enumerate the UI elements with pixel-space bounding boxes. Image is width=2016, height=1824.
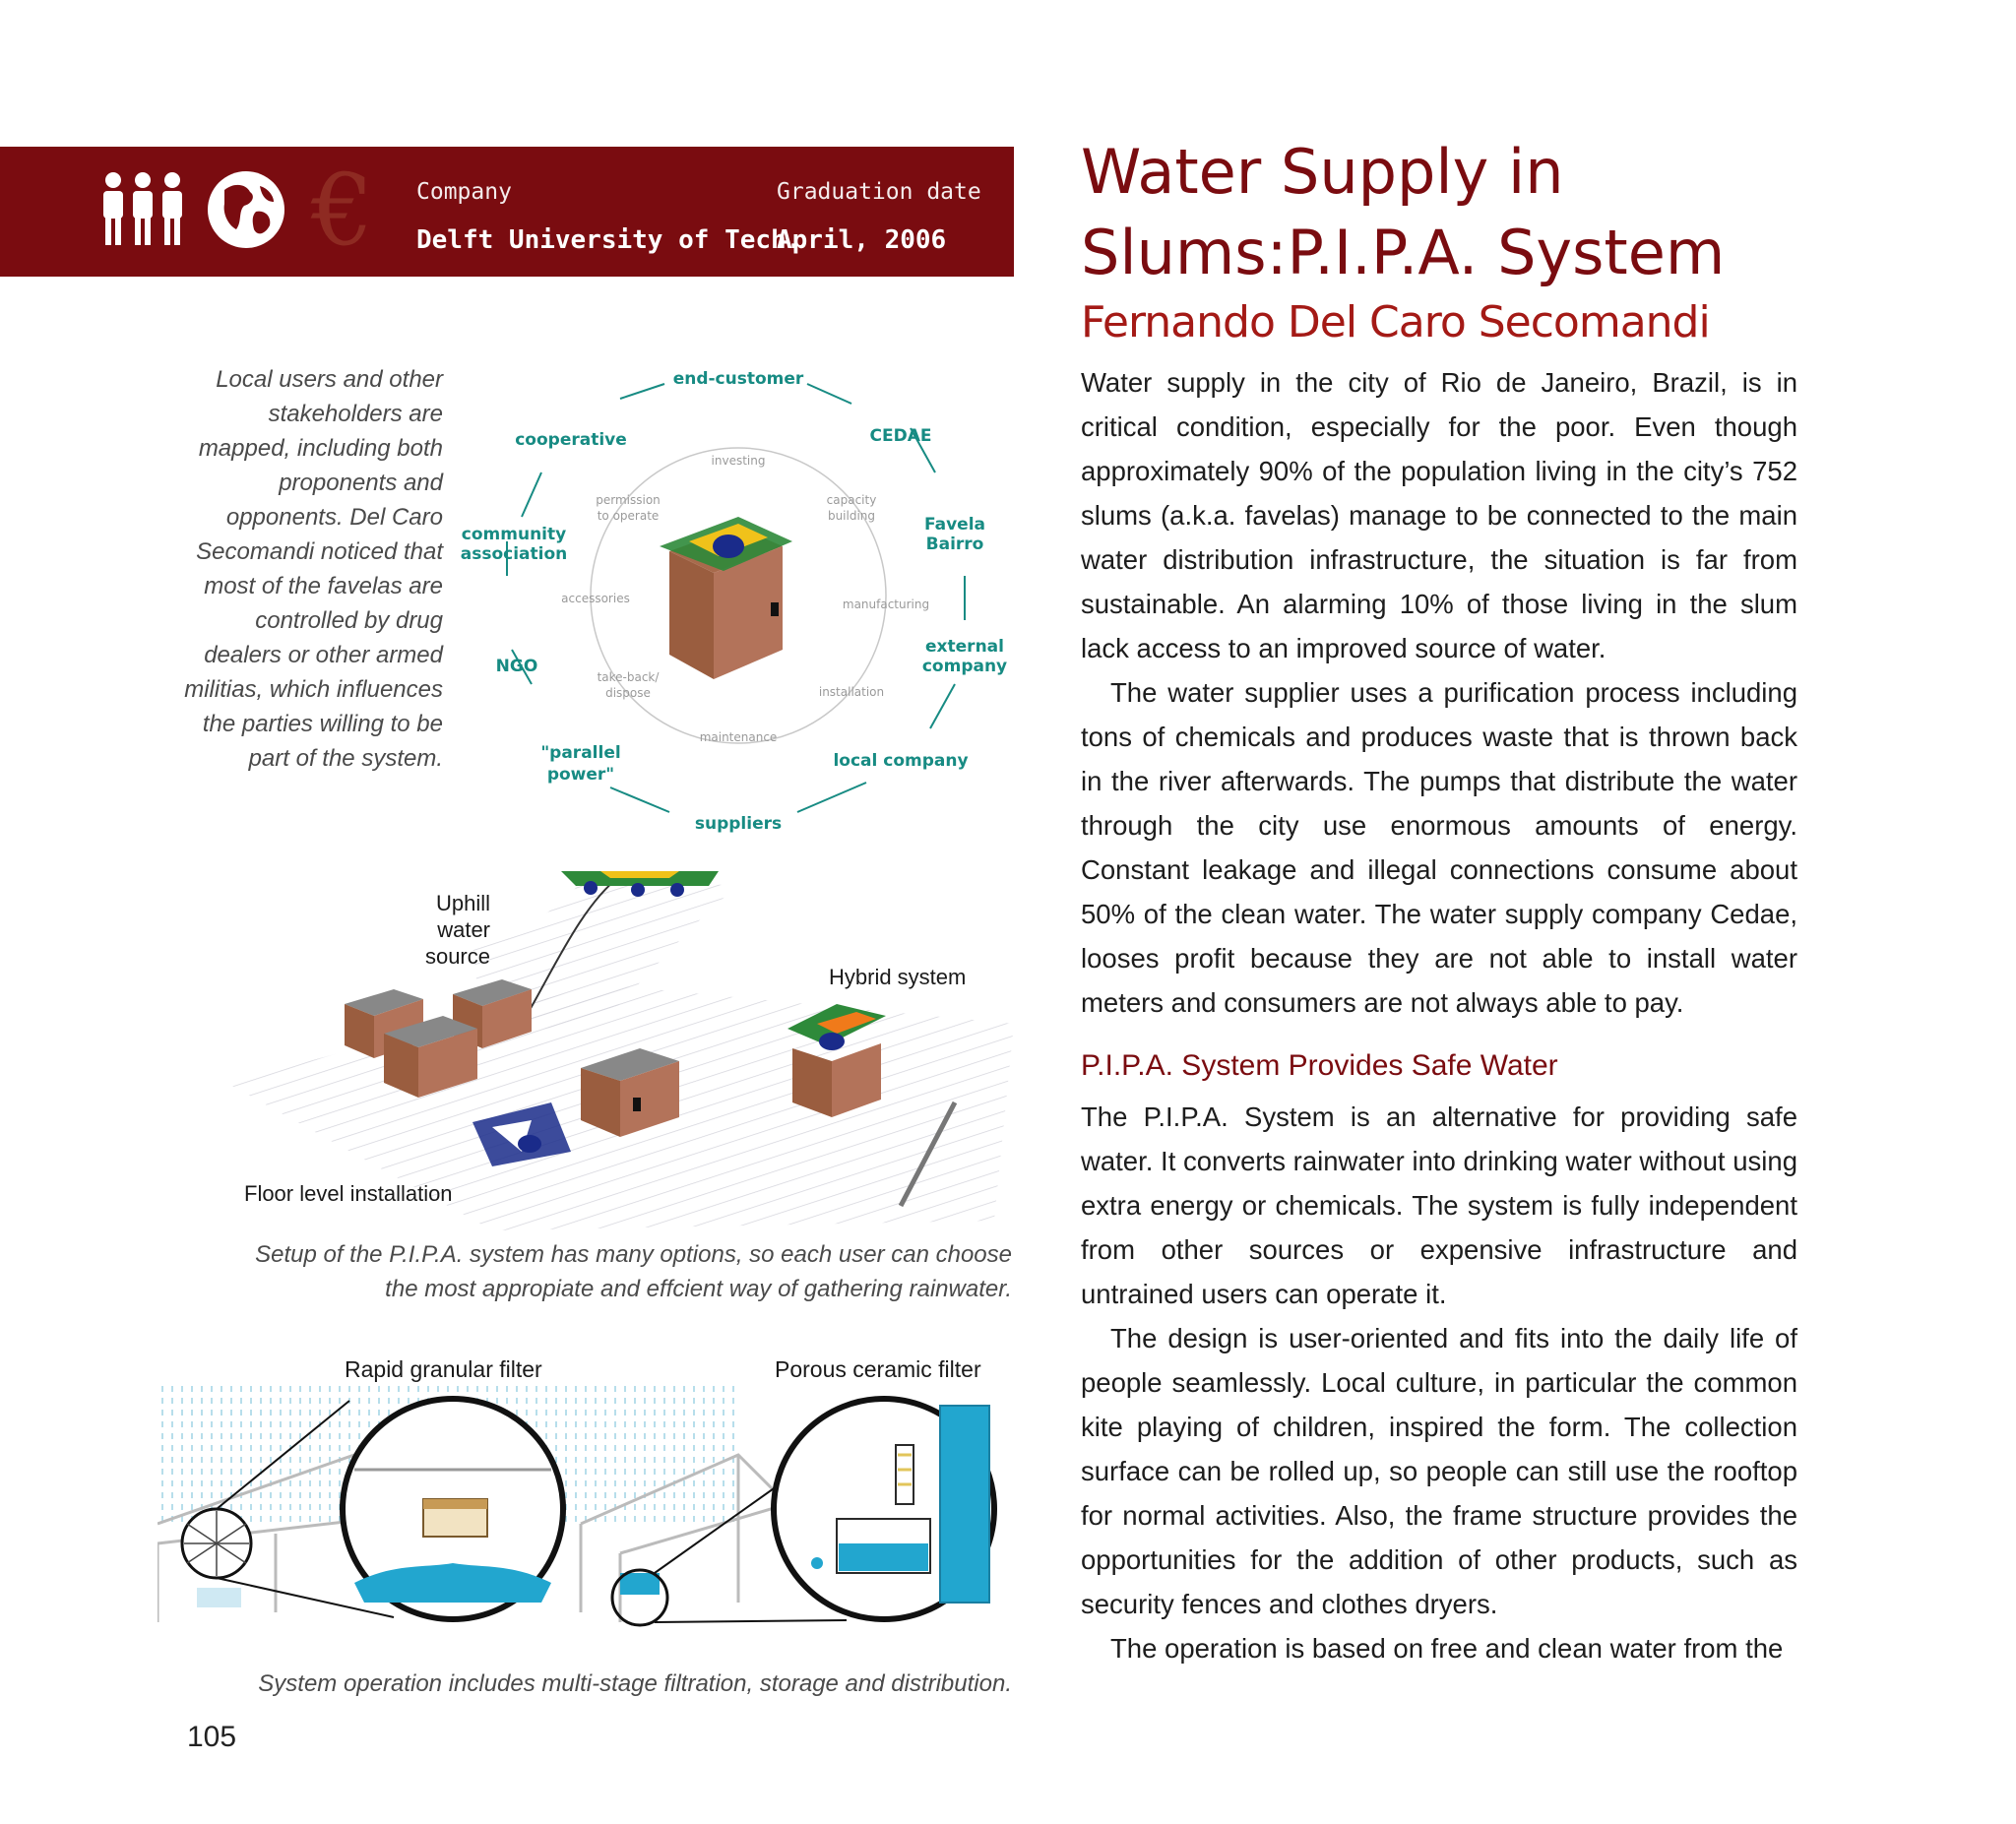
paragraph: Water supply in the city of Rio de Janeiro, Brazil, is in critical condition, especially for the poor. Even though approximately 90% of the population living in the city’s 752 slums (a.k.a. favelas) manage to be connected to the main water distribution infrastructure, the situation is far from sustainable. An alarming 10% of those living in the slum lack access to an improved source of water.	[1081, 367, 1797, 663]
header-band	[0, 147, 1014, 277]
stakeholder-local-company: local company	[833, 751, 969, 771]
storage-column	[940, 1406, 989, 1603]
stakeholder-caption: Local users and other stakeholders are mapped, including both proponents and opponents. Del Caro Secomandi noticed that most of the favelas are controlled by drug dealers or other armed militias, which influences the parties willing to be part of the system.	[184, 366, 443, 772]
activity-capacity: capacity	[826, 493, 877, 507]
author-name: Fernando Del Caro Secomandi	[1081, 297, 1710, 347]
uphill-line: Uphill	[435, 891, 490, 915]
section-heading: P.I.P.A. System Provides Safe Water	[1081, 1049, 1558, 1082]
rapid-filter-label: Rapid granular filter	[345, 1356, 542, 1382]
graduation-date-value: April, 2006	[777, 225, 947, 255]
people-icon	[98, 170, 187, 249]
stakeholder-favela: Favela	[924, 515, 985, 535]
porous-filter-label: Porous ceramic filter	[775, 1356, 981, 1382]
lower-tank-water	[839, 1543, 928, 1571]
source-line: source	[424, 944, 490, 969]
body-section-pipa	[1081, 1095, 1797, 1670]
stakeholder-parallel: "parallel	[540, 743, 621, 763]
stakeholder-cooperative: cooperative	[515, 430, 627, 450]
page-number: 105	[187, 1721, 237, 1753]
stakeholder-association: association	[460, 544, 568, 564]
uphill-label	[364, 890, 490, 970]
activity-maintenance: maintenance	[699, 730, 778, 744]
paragraph: The P.I.P.A. System is an alternative for providing safe water. It converts rainwater into drinking water without using extra energy or chemicals. The system is fully independent from other sources or expensive infrastructure and untrained users can operate it.	[1081, 1101, 1797, 1309]
body-section-intro	[1081, 360, 1797, 1025]
euro-icon: €	[311, 153, 374, 268]
globe-icon	[205, 168, 287, 251]
setup-caption: Setup of the P.I.P.A. system has many options, so each user can choose the most appropiate and effcient way of gathering rainwater.	[255, 1241, 1012, 1302]
activity-manufacturing: manufacturing	[842, 598, 930, 611]
activity-accessories: accessories	[561, 592, 630, 605]
water-line: water	[437, 917, 490, 942]
company-value: Delft University of Tech.	[416, 225, 802, 255]
activity-installation: installation	[818, 685, 885, 699]
stakeholder-suppliers: suppliers	[694, 814, 783, 834]
activity-dispose: dispose	[605, 686, 651, 700]
article-title: Water Supply in Slums:P.I.P.A. System	[1081, 136, 1726, 288]
paragraph: The operation is based on free and clean water from the	[1110, 1633, 1784, 1664]
stakeholder-external: external	[925, 637, 1004, 657]
stakeholder-diagram	[443, 354, 1034, 847]
stakeholder-company: company	[921, 657, 1008, 676]
activity-permission: permission	[596, 493, 661, 507]
stakeholder-power: power"	[546, 765, 615, 785]
filter-illustration	[158, 1386, 1014, 1652]
paragraph: The water supplier uses a purification process including tons of chemicals and produces waste that is thrown back in the river afterwards. The pumps that distribute the water through the city use enormous amounts of energy. Constant leakage and illegal connections consume about 50% of the clean water. The water supply company Cedae, looses profit because they are not able to install water meters and consumers are not always able to pay.	[1081, 677, 1797, 1018]
zoom-line	[655, 1620, 847, 1622]
storage-tank	[620, 1573, 660, 1595]
stakeholder-community: community	[461, 525, 567, 544]
tank	[197, 1588, 241, 1607]
company-label: Company	[416, 179, 512, 205]
stakeholder-bairro: Bairro	[925, 535, 984, 554]
operation-caption: System operation includes multi-stage filtration, storage and distribution.	[258, 1670, 1012, 1697]
graduation-date-label: Graduation date	[777, 179, 981, 205]
activity-to-operate: to operate	[597, 509, 660, 523]
granular-layer	[423, 1499, 487, 1509]
stakeholder-end-customer: end-customer	[672, 369, 804, 389]
activity-takeback: take-back/	[597, 670, 660, 684]
activity-building: building	[827, 509, 876, 523]
pipa-house-illustration	[660, 517, 792, 679]
setup-illustration	[226, 856, 1014, 1230]
activity-investing: investing	[711, 454, 766, 468]
stakeholder-cedae: CEDAE	[869, 426, 932, 446]
tap-drop	[811, 1557, 823, 1569]
paragraph: The design is user-oriented and fits into the daily life of people seamlessly. Local culture, in particular the common kite playing of children, inspired the form. The collection surface can be rolled up, so people can still use the rooftop for normal activities. Also, the frame structure provides the opportunities for the addition of other products, such as security fences and clothes dryers.	[1081, 1323, 1797, 1619]
stakeholder-ngo: NGO	[495, 657, 538, 676]
floor-level-label: Floor level installation	[244, 1181, 453, 1206]
hybrid-system-label: Hybrid system	[829, 965, 967, 989]
